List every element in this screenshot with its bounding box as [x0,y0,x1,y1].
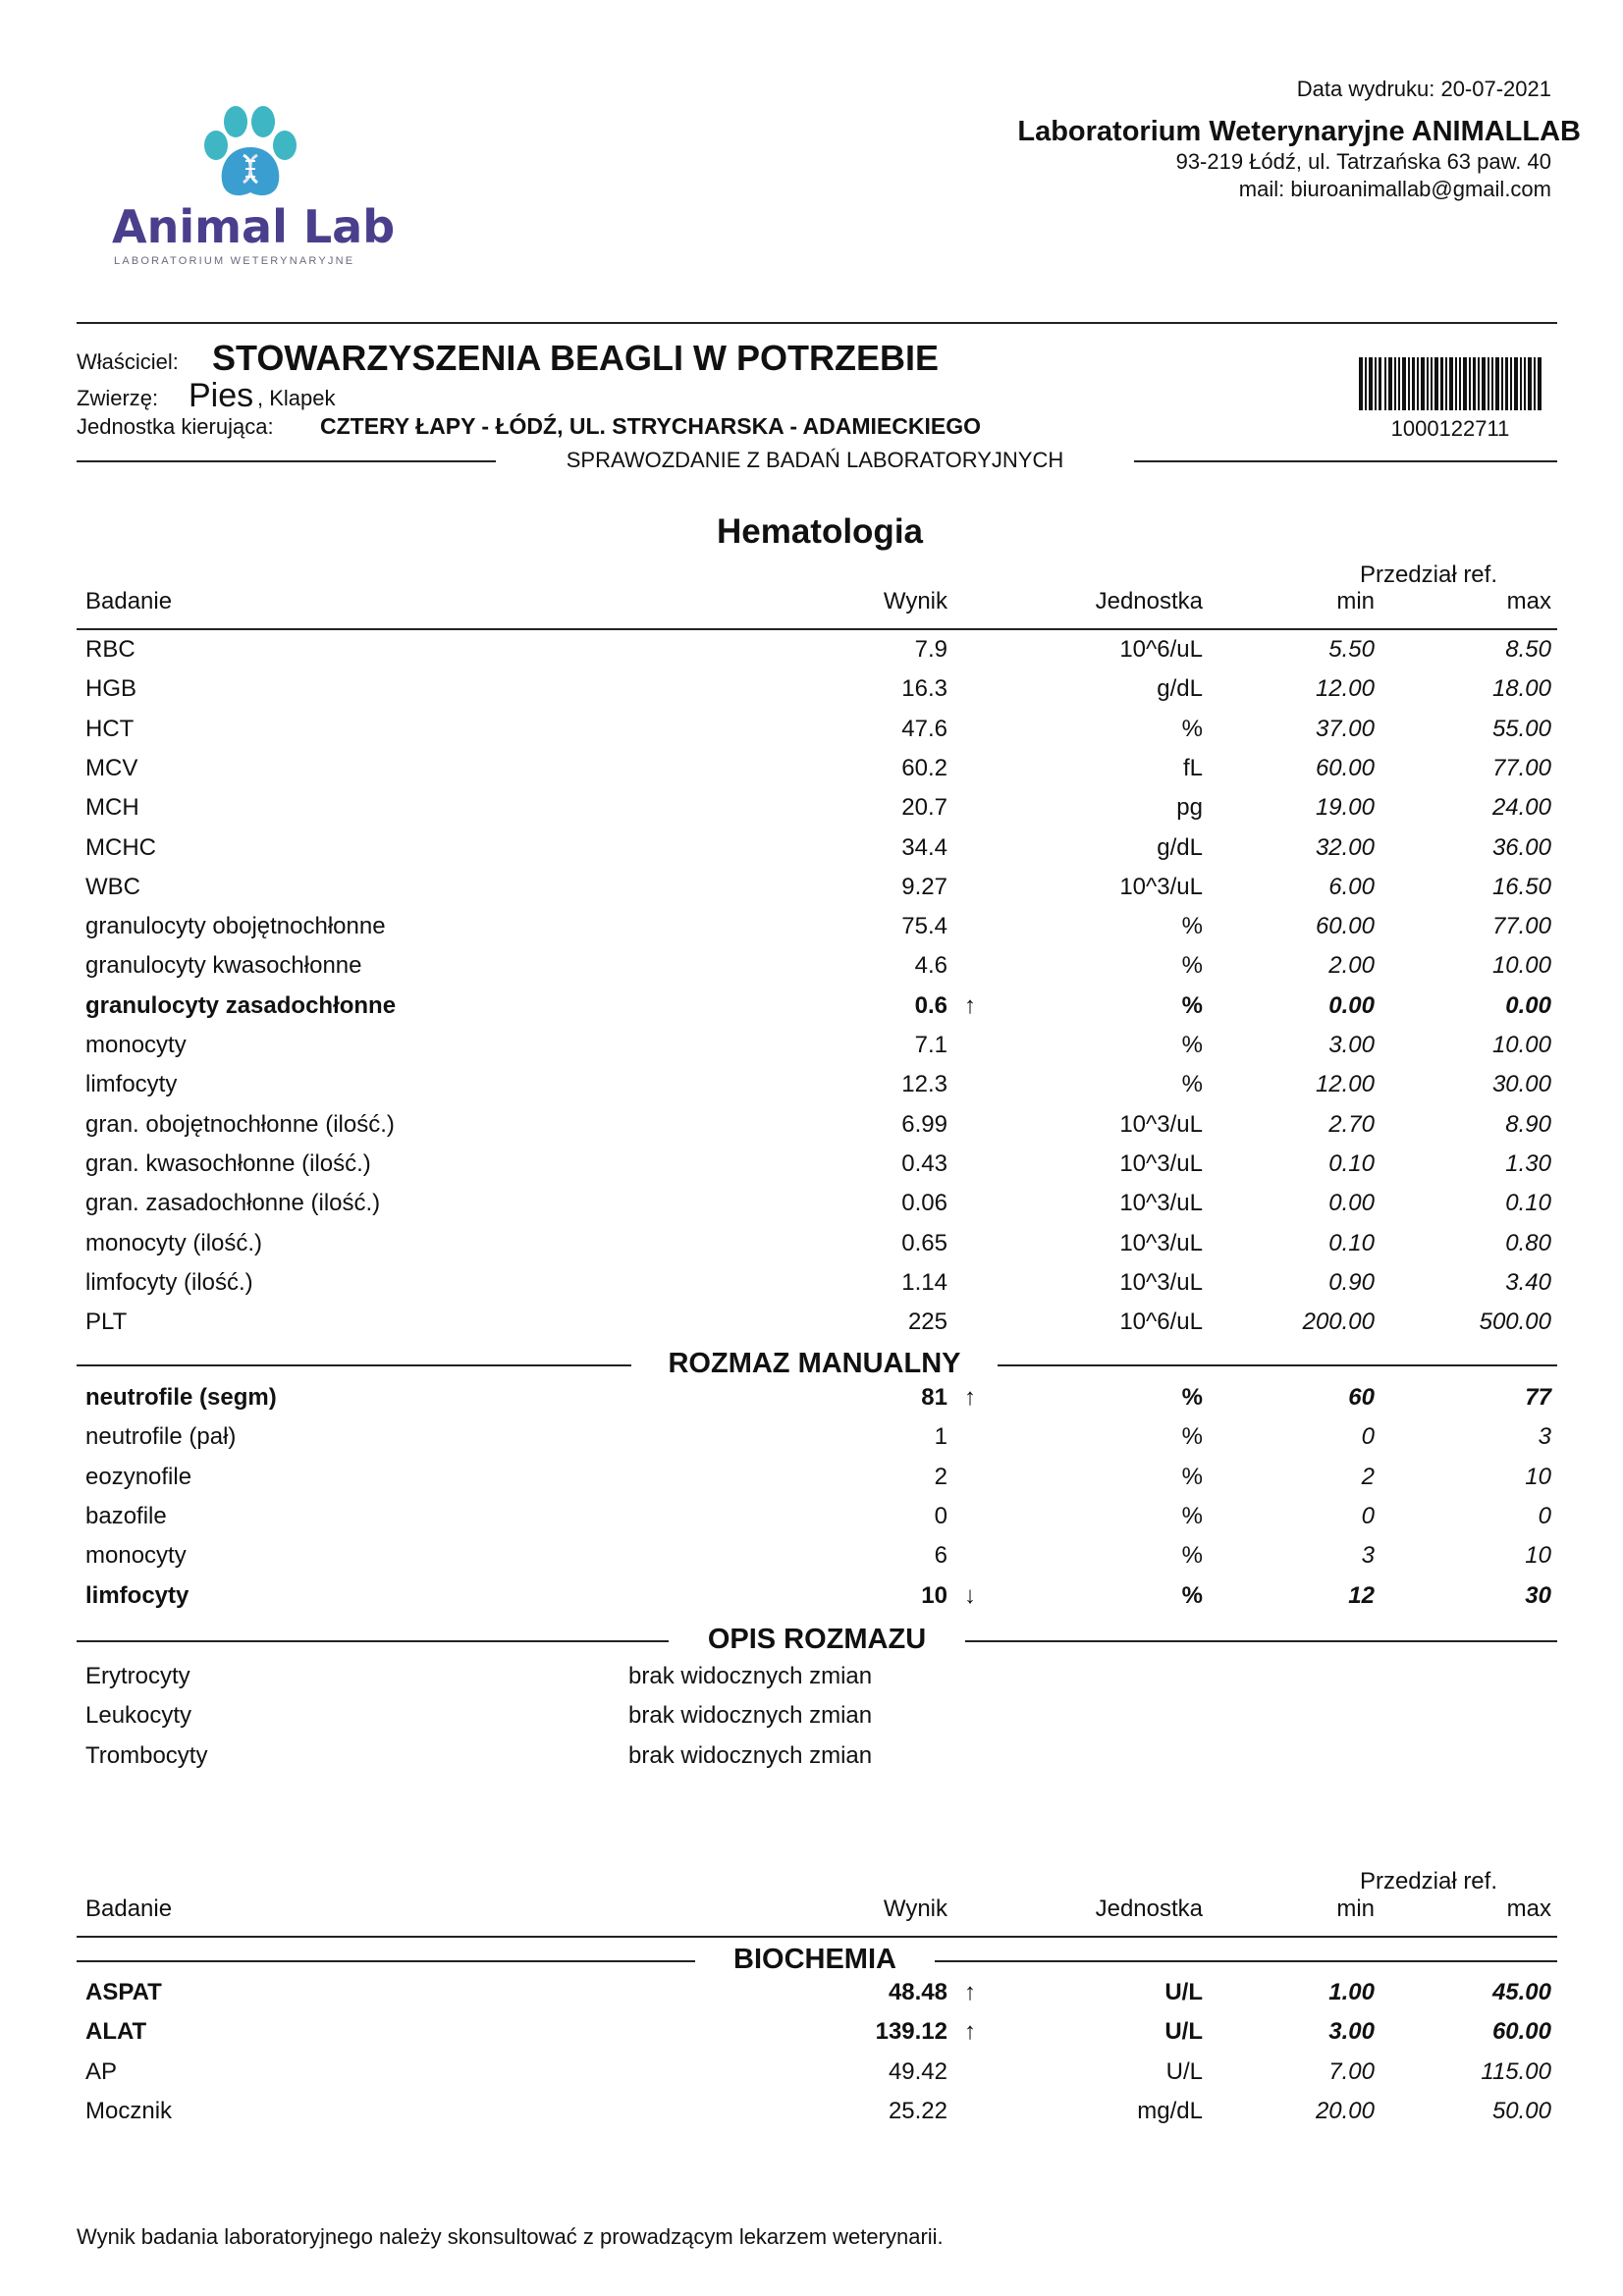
table-row [0,675,1623,715]
table-row [0,1384,1623,1423]
referring-unit: CZTERY ŁAPY - ŁÓDŹ, UL. STRYCHARSKA - ADAMIECKIEGO [320,413,981,439]
logo [108,98,403,275]
test-header: Badanie [85,588,173,614]
smear-line-right [998,1364,1557,1366]
unit-value: mg/dL [1137,2097,1203,2124]
unit-value: 10^3/uL [1119,1190,1203,1217]
ref-max: 10 [1525,1542,1551,1570]
ref-min: 0.00 [1328,1190,1375,1217]
bio-result-header: Wynik [883,1896,947,1922]
test-name: granulocyty kwasochłonne [85,952,362,980]
unit-value: g/dL [1157,675,1203,703]
table-row [0,1111,1623,1150]
ref-max: 16.50 [1491,873,1551,900]
result-value: 7.9 [914,636,947,663]
table-row [0,1582,1623,1622]
test-name: monocyty [85,1542,187,1570]
unit-value: U/L [1164,1979,1203,2005]
ref-max: 77.00 [1491,913,1551,940]
result-value: 9.27 [901,873,947,900]
ref-max: 1.30 [1505,1149,1551,1177]
table-row [0,1702,1623,1741]
ref-min: 0.90 [1328,1268,1375,1296]
ref-max: 3 [1538,1423,1551,1451]
bio-ref-header: Przedział ref. [1359,1868,1497,1895]
animal-name: , Klapek [257,386,336,410]
table-row [0,1032,1623,1071]
ref-max: 10.00 [1491,1032,1551,1058]
test-name: gran. zasadochłonne (ilość.) [85,1190,381,1217]
ref-max: 30 [1525,1581,1551,1609]
result-value: 4.6 [914,952,947,980]
report-title-line-left [77,460,496,462]
ref-min: 200.00 [1302,1308,1375,1336]
table-row [0,794,1623,833]
test-name: RBC [85,636,135,663]
result-value: 81 [921,1384,947,1411]
table-row [0,1269,1623,1308]
table-row [0,1542,1623,1581]
ref-max: 77 [1525,1384,1551,1411]
ref-max: 8.50 [1505,636,1551,663]
test-name: monocyty [85,1032,187,1058]
ref-max: 55.00 [1491,715,1551,742]
ref-min: 0 [1361,1423,1375,1451]
biochem-line-right [935,1960,1557,1962]
footer-note: Wynik badania laboratoryjnego należy skonsultować z prowadzącym lekarzem weterynarii. [77,2224,944,2249]
unit-value: 10^3/uL [1119,1110,1203,1138]
table-row [0,874,1623,913]
result-value: 7.1 [914,1032,947,1058]
table-row [0,2098,1623,2137]
result-value: 25.22 [888,2097,947,2124]
unit-value: 10^6/uL [1119,1308,1203,1336]
unit-value: 10^3/uL [1119,1268,1203,1296]
table-row [0,1663,1623,1702]
ref-max: 3.40 [1505,1268,1551,1296]
barcode-number: 1000122711 [1390,416,1510,441]
test-name: neutrofile (segm) [85,1384,277,1411]
lab-mail: mail: biuroanimallab@gmail.com [1238,177,1551,201]
result-value: 139.12 [875,2018,947,2046]
smear-title: ROZMAZ MANUALNY [668,1348,961,1379]
unit-value: % [1181,1032,1203,1058]
paw-dna-icon [198,102,306,200]
unit-value: % [1181,952,1203,980]
logo-tagline: LABORATORIUM WETERYNARYJNE [114,255,355,267]
table-row [0,636,1623,675]
ref-min: 12.00 [1315,675,1375,703]
ref-min: 12 [1348,1581,1375,1609]
table-row [0,1308,1623,1348]
print-date: Data wydruku: 20-07-2021 [1296,77,1551,101]
ref-min: 37.00 [1315,715,1375,742]
result-value: 20.7 [901,794,947,822]
test-name: MCH [85,794,139,822]
result-value: 2 [934,1463,947,1490]
table-row [0,1464,1623,1503]
unit-value: % [1181,913,1203,940]
unit-value: 10^6/uL [1119,636,1203,663]
test-name: monocyty (ilość.) [85,1229,263,1256]
animal-species: Pies [189,377,254,414]
table-row [0,755,1623,794]
ref-max: 0.80 [1505,1229,1551,1256]
result-value: 16.3 [901,675,947,703]
ref-min: 60 [1348,1384,1375,1411]
table-row [0,1071,1623,1110]
biochem-line-left [77,1960,695,1962]
ref-min: 19.00 [1315,794,1375,822]
table-row [0,1503,1623,1542]
result-value: 48.48 [888,1979,947,2005]
test-name: neutrofile (pał) [85,1423,237,1451]
unit-value: % [1181,1581,1203,1609]
test-name: gran. obojętnochłonne (ilość.) [85,1110,395,1138]
result-value: 10 [921,1581,947,1609]
result-value: 0 [934,1502,947,1529]
hematology-header-line [77,628,1557,630]
flag-arrow: ↑ [964,1979,976,2005]
unit-value: 10^3/uL [1119,1229,1203,1256]
table-row [0,834,1623,874]
test-name: ASPAT [85,1979,162,2005]
result-value: 0.06 [901,1190,947,1217]
table-row [0,1423,1623,1463]
flag-arrow: ↑ [964,2018,976,2046]
test-name: HCT [85,715,135,742]
ref-header: Przedział ref. [1359,561,1497,588]
ref-min: 32.00 [1315,833,1375,861]
ref-min: 3.00 [1328,2018,1375,2046]
result-header: Wynik [883,588,947,614]
smear-desc-line-right [965,1640,1557,1642]
desc-value: brak widocznych zmian [628,1702,873,1730]
bio-max-header: max [1506,1896,1551,1922]
test-name: limfocyty (ilość.) [85,1268,253,1296]
unit-value: U/L [1164,2018,1203,2046]
ref-min: 7.00 [1328,2057,1375,2085]
unit-value: % [1181,1384,1203,1411]
table-row [0,2018,1623,2057]
test-name: gran. kwasochłonne (ilość.) [85,1149,371,1177]
table-row [0,952,1623,991]
ref-max: 500.00 [1479,1308,1551,1336]
unit-value: % [1181,1542,1203,1570]
flag-arrow: ↑ [964,1384,976,1411]
ref-max: 8.90 [1505,1110,1551,1138]
ref-min: 0.10 [1328,1229,1375,1256]
result-value: 1.14 [901,1268,947,1296]
ref-min: 3 [1361,1542,1375,1570]
logo-name: Animal Lab [112,200,396,253]
result-value: 1 [934,1423,947,1451]
ref-min: 2.00 [1328,952,1375,980]
ref-min: 60.00 [1315,754,1375,781]
table-row [0,1150,1623,1190]
hematology-title: Hematologia [716,512,924,551]
desc-value: brak widocznych zmian [628,1663,873,1689]
bio-min-header: min [1336,1896,1375,1922]
smear-line-left [77,1364,631,1366]
result-value: 6.99 [901,1110,947,1138]
ref-max: 60.00 [1491,2018,1551,2046]
table-row [0,992,1623,1032]
desc-name: Erytrocyty [85,1663,190,1689]
ref-min: 2 [1361,1463,1375,1490]
unit-value: pg [1176,794,1203,822]
result-value: 34.4 [901,833,947,861]
unit-value: U/L [1165,2057,1203,2085]
table-row [0,1979,1623,2018]
animal-label: Zwierzę: [77,386,159,410]
ref-max: 77.00 [1491,754,1551,781]
ref-max: 24.00 [1491,794,1551,822]
ref-min: 6.00 [1328,873,1375,900]
unit-header: Jednostka [1095,588,1203,614]
min-header: min [1336,588,1375,614]
test-name: granulocyty zasadochłonne [85,991,397,1019]
desc-value: brak widocznych zmian [628,1741,873,1769]
result-value: 75.4 [901,913,947,940]
lab-address: 93-219 Łódź, ul. Tatrzańska 63 paw. 40 [1175,149,1551,174]
ref-min: 0.10 [1328,1149,1375,1177]
test-name: Mocznik [85,2097,173,2124]
table-row [0,1742,1623,1782]
result-value: 49.42 [888,2057,947,2085]
report-title-line-right [1134,460,1557,462]
biochem-title: BIOCHEMIA [733,1944,896,1975]
table-row [0,913,1623,952]
test-name: granulocyty obojętnochłonne [85,913,386,940]
ref-max: 115.00 [1481,2057,1551,2085]
unit-value: % [1181,715,1203,742]
test-name: eozynofile [85,1463,192,1490]
test-name: MCHC [85,833,156,861]
table-row [0,1230,1623,1269]
ref-max: 50.00 [1491,2097,1551,2124]
ref-min: 20.00 [1315,2097,1375,2124]
test-name: WBC [85,873,140,900]
test-name: ALAT [85,2018,147,2046]
ref-max: 45.00 [1491,1979,1551,2005]
barcode [1359,357,1542,410]
test-name: limfocyty [85,1071,178,1098]
result-value: 6 [934,1542,947,1570]
ref-min: 5.50 [1328,636,1375,663]
ref-max: 0.10 [1505,1190,1551,1217]
ref-max: 36.00 [1491,833,1551,861]
bio-unit-header: Jednostka [1095,1896,1203,1922]
unit-value: fL [1182,754,1203,781]
ref-min: 2.70 [1328,1110,1375,1138]
unit-value: 10^3/uL [1119,1149,1203,1177]
ref-min: 12.00 [1315,1071,1375,1098]
ref-max: 10 [1525,1463,1551,1490]
result-value: 12.3 [901,1071,947,1098]
ref-min: 1.00 [1328,1979,1375,2005]
ref-max: 0.00 [1505,991,1551,1019]
unit-label: Jednostka kierująca: [77,414,274,439]
unit-value: g/dL [1157,833,1203,861]
result-value: 0.6 [914,991,947,1019]
result-value: 0.65 [901,1229,947,1256]
ref-max: 0 [1538,1502,1551,1529]
max-header: max [1506,588,1551,614]
unit-value: 10^3/uL [1119,873,1203,900]
smear-desc-line-left [77,1640,669,1642]
result-value: 225 [907,1308,947,1336]
unit-value: % [1181,1423,1203,1451]
biochem-header-line [77,1936,1557,1938]
result-value: 60.2 [901,754,947,781]
ref-max: 10.00 [1491,952,1551,980]
unit-value: % [1181,991,1203,1019]
test-name: AP [85,2057,118,2085]
unit-value: % [1181,1502,1203,1529]
bio-test-header: Badanie [85,1896,173,1922]
report-title: SPRAWOZDANIE Z BADAŃ LABORATORYJNYCH [566,448,1064,472]
lab-name: Laboratorium Weterynaryjne ANIMALLAB [1017,116,1581,147]
flag-arrow: ↓ [964,1581,976,1609]
table-row [0,716,1623,755]
result-value: 47.6 [901,715,947,742]
ref-max: 18.00 [1491,675,1551,703]
ref-min: 60.00 [1315,913,1375,940]
unit-value: % [1181,1071,1203,1098]
unit-value: % [1181,1463,1203,1490]
header-divider [77,322,1557,324]
table-row [0,1190,1623,1229]
ref-min: 0.00 [1328,991,1375,1019]
test-name: PLT [85,1308,128,1336]
owner-name: STOWARZYSZENIA BEAGLI W POTRZEBIE [212,338,940,378]
desc-name: Trombocyty [85,1741,208,1769]
flag-arrow: ↑ [964,991,976,1019]
table-row [0,2058,1623,2098]
ref-min: 3.00 [1328,1032,1375,1058]
smear-desc-title: OPIS ROZMAZU [707,1624,927,1655]
ref-max: 30.00 [1491,1071,1551,1098]
test-name: bazofile [85,1502,167,1529]
result-value: 0.43 [901,1149,947,1177]
test-name: limfocyty [85,1581,189,1609]
test-name: MCV [85,754,138,781]
ref-min: 0 [1361,1502,1375,1529]
desc-name: Leukocyty [85,1702,192,1730]
test-name: HGB [85,675,137,703]
owner-label: Właściciel: [77,349,179,374]
